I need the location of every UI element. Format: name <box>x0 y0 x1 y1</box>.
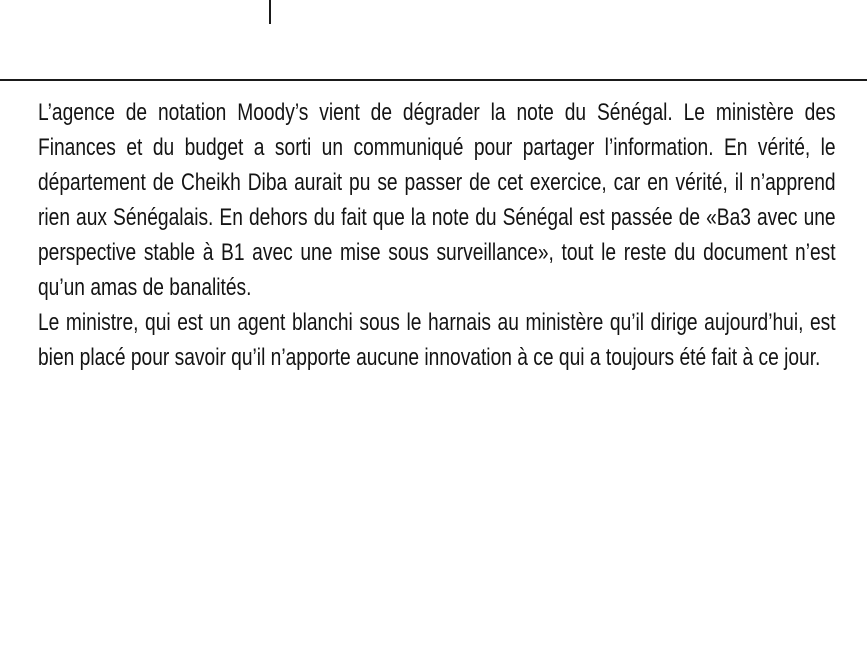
article-body <box>38 95 836 375</box>
column-divider-tick <box>269 0 271 24</box>
article-paragraph-1: L’agence de notation Moody’s vient de dégrader la note du Sénégal. Le ministère des Finances et du budget a sorti un communiqué pour partager l’information. En vérité, le département de Cheikh Diba aurait pu se passer de cet exercice, car en vérité, il n’apprend rien aux Sénégalais. En dehors du fait que la note du Sénégal est passée de «Ba3 avec une perspective stable à B1 avec une mise sous surveillance», tout le reste du document n’est qu’un amas de banalités. <box>38 99 836 301</box>
horizontal-rule <box>0 79 867 81</box>
article-paragraph-2: Le ministre, qui est un agent blanchi sous le harnais au ministère qu’il dirige aujourd’hui, est bien placé pour savoir qu’il n’apporte aucune innovation à ce qui a toujours été fait à ce jour. <box>38 309 836 371</box>
